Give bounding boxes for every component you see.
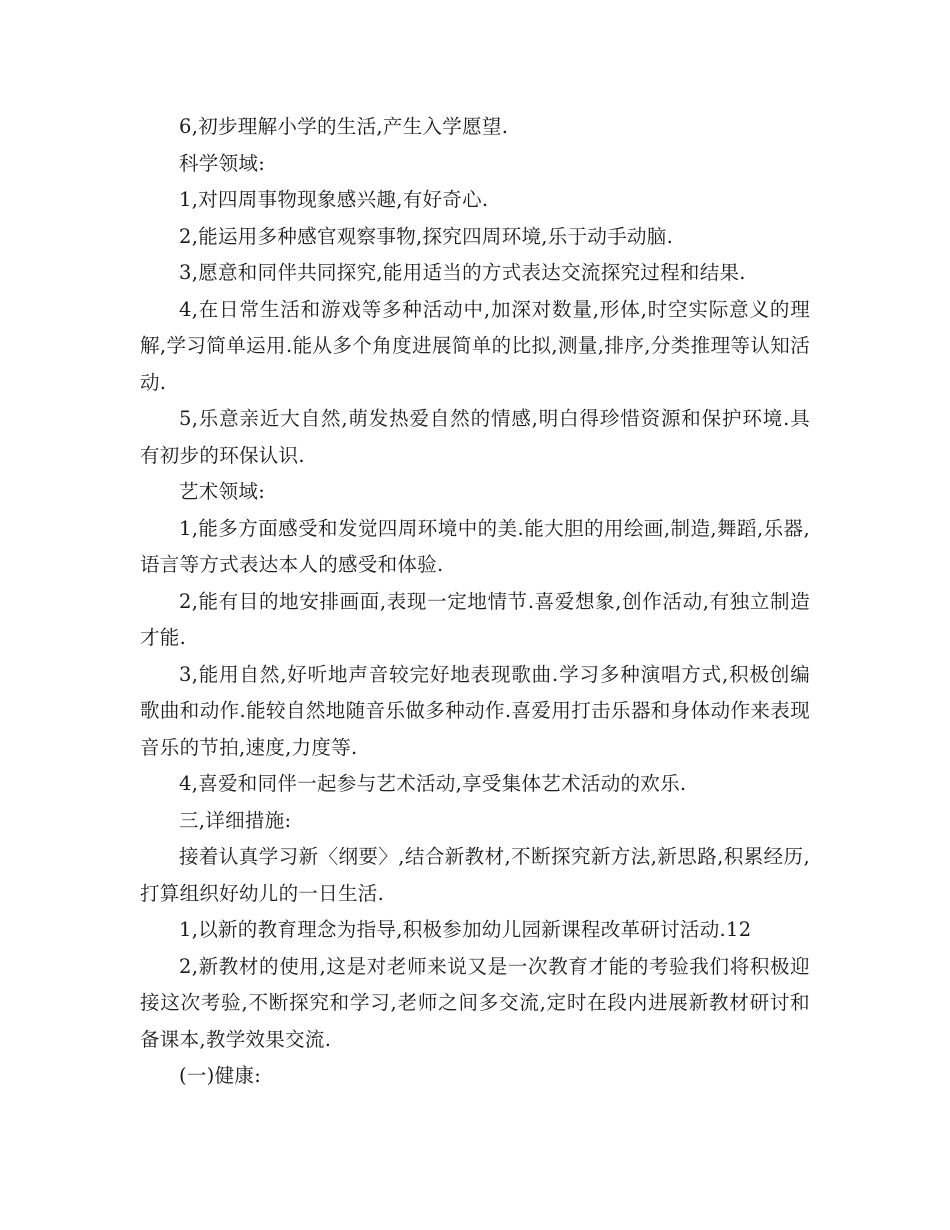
paragraph: 1,能多方面感受和发觉四周环境中的美.能大胆的用绘画,制造,舞蹈,乐器,语言等方式表达本人的感受和体验. bbox=[140, 516, 810, 576]
paragraph: 2,新教材的使用,这是对老师来说又是一次教育才能的考验我们将积极迎接这次考验,不断探究和学习,老师之间多交流,定时在段内进展新教材研讨和备课本,教学效果交流. bbox=[140, 954, 810, 1051]
section-heading-science: 科学领域: bbox=[179, 151, 266, 175]
paragraph: 2,能有目的地安排画面,表现一定地情节.喜爱想象,创作活动,有独立制造才能. bbox=[140, 589, 810, 649]
paragraph: 4,在日常生活和游戏等多种活动中,加深对数量,形体,时空实际意义的理解,学习简单运用.能从多个角度进展简单的比拟,测量,排序,分类推理等认知活动. bbox=[140, 297, 810, 394]
paragraph: 3,能用自然,好听地声音较完好地表现歌曲.学习多种演唱方式,积极创编歌曲和动作.能较自然地随音乐做多种动作.喜爱用打击乐器和身体动作来表现音乐的节拍,速度,力度等. bbox=[140, 662, 810, 759]
section-heading-measures: 三,详细措施: bbox=[179, 808, 292, 832]
paragraph: 1,对四周事物现象感兴趣,有好奇心. bbox=[179, 188, 489, 211]
paragraph: 3,愿意和同伴共同探究,能用适当的方式表达交流探究过程和结果. bbox=[179, 261, 746, 284]
paragraph: 5,乐意亲近大自然,萌发热爱自然的情感,明白得珍惜资源和保护环境.具有初步的环保认识. bbox=[140, 407, 810, 467]
paragraph: 4,喜爱和同伴一起参与艺术活动,享受集体艺术活动的欢乐. bbox=[179, 772, 687, 795]
paragraph: 6,初步理解小学的生活,产生入学愿望. bbox=[179, 115, 509, 138]
section-heading-health: (一)健康: bbox=[179, 1064, 262, 1087]
paragraph: 接着认真学习新〈纲要〉,结合新教材,不断探究新方法,新思路,积累经历,打算组织好幼儿的一日生活. bbox=[140, 845, 810, 905]
paragraph: 1,以新的教育理念为指导,积极参加幼儿园新课程改革研讨活动.12 bbox=[179, 918, 752, 941]
section-heading-art: 艺术领域: bbox=[179, 480, 266, 503]
paragraph: 2,能运用多种感官观察事物,探究四周环境,乐于动手动脑. bbox=[179, 224, 674, 248]
